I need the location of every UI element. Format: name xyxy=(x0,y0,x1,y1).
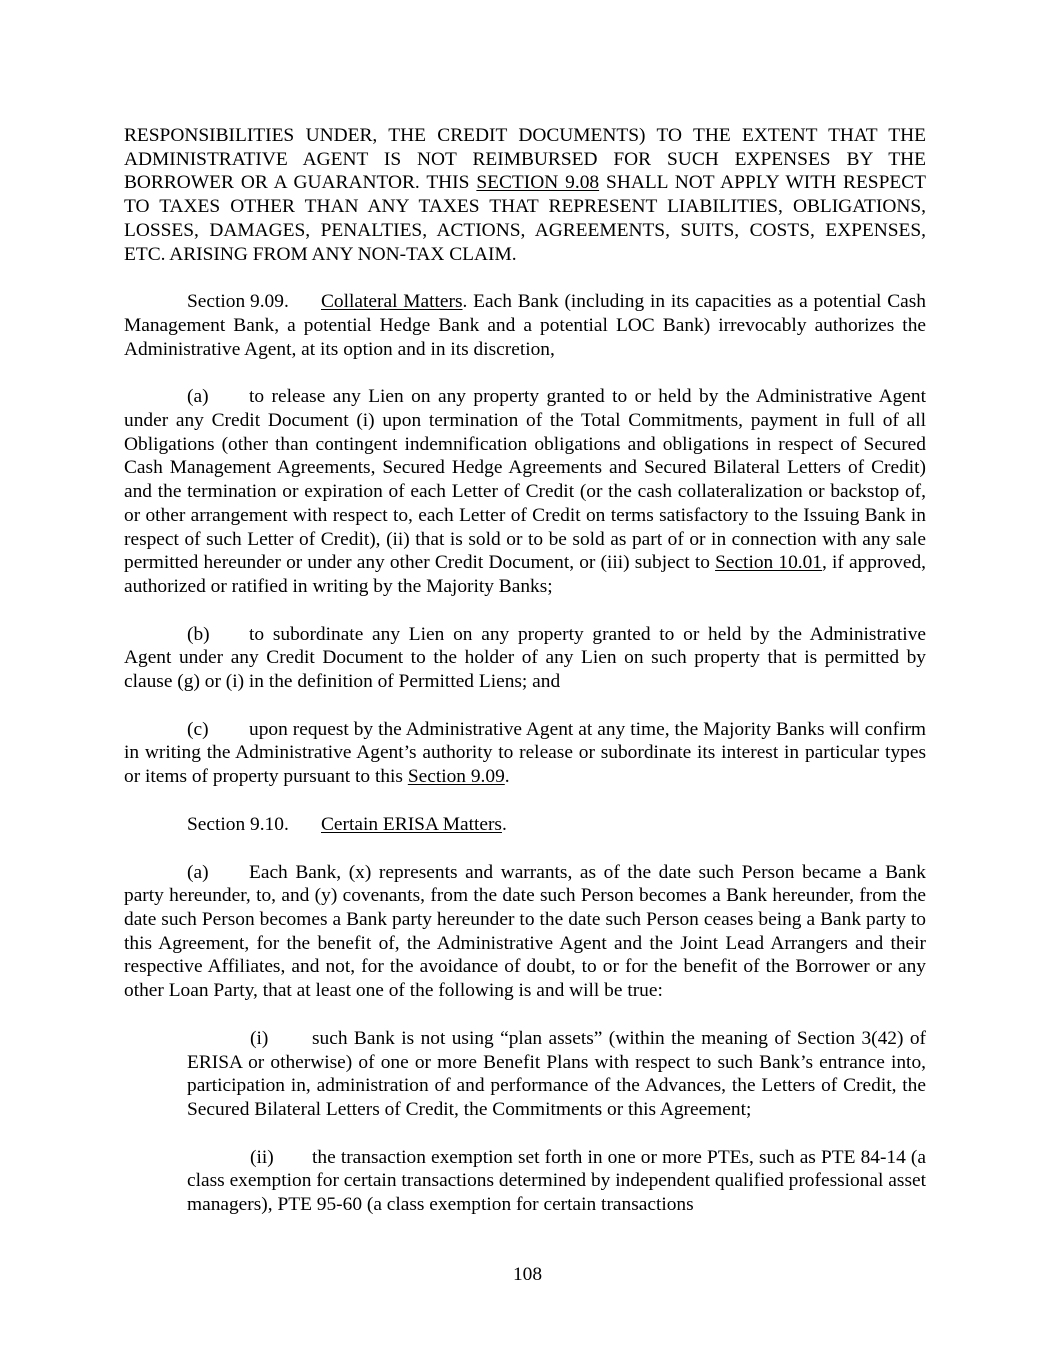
document-page xyxy=(124,124,926,1217)
paragraph-continuation xyxy=(124,124,926,266)
erisa-clause-a-text: Each Bank, (x) represents and warrants, as of the date such Person became a Bank party hereunder, to, and (y) covenants, from the date such Person becomes a Bank hereunder, from the date such Person becomes a Bank party hereunder to the date such Person ceases being a Bank party to this Agreement, for the benefit of, the Administrative Agent and the Joint Lead Arrangers and their respective Affiliates, and not, for the avoidance of doubt, to or for the benefit of the Borrower or any other Loan Party, that at least one of the following is and will be true: xyxy=(124,861,926,1002)
section-9-09-clause-c xyxy=(124,718,926,789)
clause-a-text-end: , if approved, authorized or ratified in writing by the Majority Banks; xyxy=(124,552,926,597)
section-9-10-heading-line xyxy=(124,813,926,837)
clause-c-text-start: upon request by the Administrative Agent at any time, the Majority Banks will confirm in writing the Administrative Agent’s authority to release or subordinate its interest in particular types or items of property pursuant to this xyxy=(124,718,926,788)
continuation-text-start: RESPONSIBILITIES UNDER, THE CREDIT DOCUMENTS) TO THE EXTENT THAT THE ADMINISTRATIVE AGENT IS NOT REIMBURSED FOR SUCH EXPENSES BY THE BORROWER OR A GUARANTOR. THIS xyxy=(124,125,926,194)
section-9-10-number: Section 9.10. xyxy=(187,813,289,835)
section-9-10-heading: Certain ERISA Matters xyxy=(321,813,502,835)
section-9-09-number: Section 9.09. xyxy=(187,291,289,313)
page-number: 108 xyxy=(512,1264,543,1285)
section-9-10-heading-end: . xyxy=(501,813,507,835)
clause-a-text-start: to release any Lien on any property granted to or held by the Administrative Agent under any Credit Document (i) upon termination of the Total Commitments, payment in full of all Obligations (other than contingent indemnification obligations and obligations in respect of Secured Cash Management Agreements, Secured Hedge Agreements and Secured Bilateral Letters of Credit) and the termination or expiration of each Letter of Credit (or the cash collateralization or backstop of, or other arrangement with respect to, each Letter of Credit on terms satisfactory to the Issuing Bank in respect of such Letter of Credit), (ii) that is sold or to be sold as part of or in connection with any sale permitted hereunder or under any other Credit Document, or (iii) subject to xyxy=(124,386,926,574)
subclause-ii-text: the transaction exemption set forth in one or more PTEs, such as PTE 84-14 (a class exemption for certain transactions determined by independent qualified professional asset managers), PTE 95-60 (a class exemption for certain transactions xyxy=(187,1146,926,1216)
section-9-10-subclause-i xyxy=(187,1027,926,1122)
clause-b-label: (b) xyxy=(187,623,210,645)
section-9-09-intro-text: . Each Bank (including in its capacities as a potential Cash Management Bank, a potential Hedge Bank and a potential LOC Bank) irrevocably authorizes the Administrative Agent, at its option and in its discretion, xyxy=(124,291,926,360)
section-9-09-clause-a xyxy=(124,385,926,598)
section-10-01-reference[interactable]: Section 10.01 xyxy=(715,552,823,574)
subclause-ii-label: (ii) xyxy=(250,1146,274,1168)
section-9-10-clause-a xyxy=(124,861,926,1003)
section-9-09-heading: Collateral Matters xyxy=(321,291,463,313)
clause-c-label: (c) xyxy=(187,718,209,740)
clause-b-text: to subordinate any Lien on any property granted to or held by the Administrative Agent under any Credit Document to the holder of any Lien on such property that is permitted by clause (g) or (i) in the definition of Permitted Liens; and xyxy=(124,623,926,693)
clause-a-label: (a) xyxy=(187,386,209,408)
subclause-i-text: such Bank is not using “plan assets” (within the meaning of Section 3(42) of ERISA or otherwise) of one or more Benefit Plans with respect to such Bank’s entrance into, participation in, administration of and performance of the Advances, the Letters of Credit, the Secured Bilateral Letters of Credit, the Commitments or this Agreement; xyxy=(187,1027,926,1120)
section-9-08-reference[interactable]: SECTION 9.08 xyxy=(476,172,600,194)
erisa-clause-a-label: (a) xyxy=(187,861,209,883)
section-9-10-subclause-ii xyxy=(187,1146,926,1217)
section-9-09-clause-b xyxy=(124,623,926,694)
section-9-09-intro xyxy=(124,290,926,361)
section-9-09-reference[interactable]: Section 9.09 xyxy=(407,766,505,788)
clause-c-text-end: . xyxy=(504,766,510,788)
subclause-i-label: (i) xyxy=(250,1027,269,1049)
continuation-text-end: SHALL NOT APPLY WITH RESPECT TO TAXES OTHER THAN ANY TAXES THAT REPRESENT LIABILITIES, OBLIGATIONS, LOSSES, DAMAGES, PENALTIES, ACTIONS, AGREEMENTS, SUITS, COSTS, EXPENSES, ETC. ARISING FROM ANY NON-TAX CLAIM. xyxy=(124,172,926,265)
